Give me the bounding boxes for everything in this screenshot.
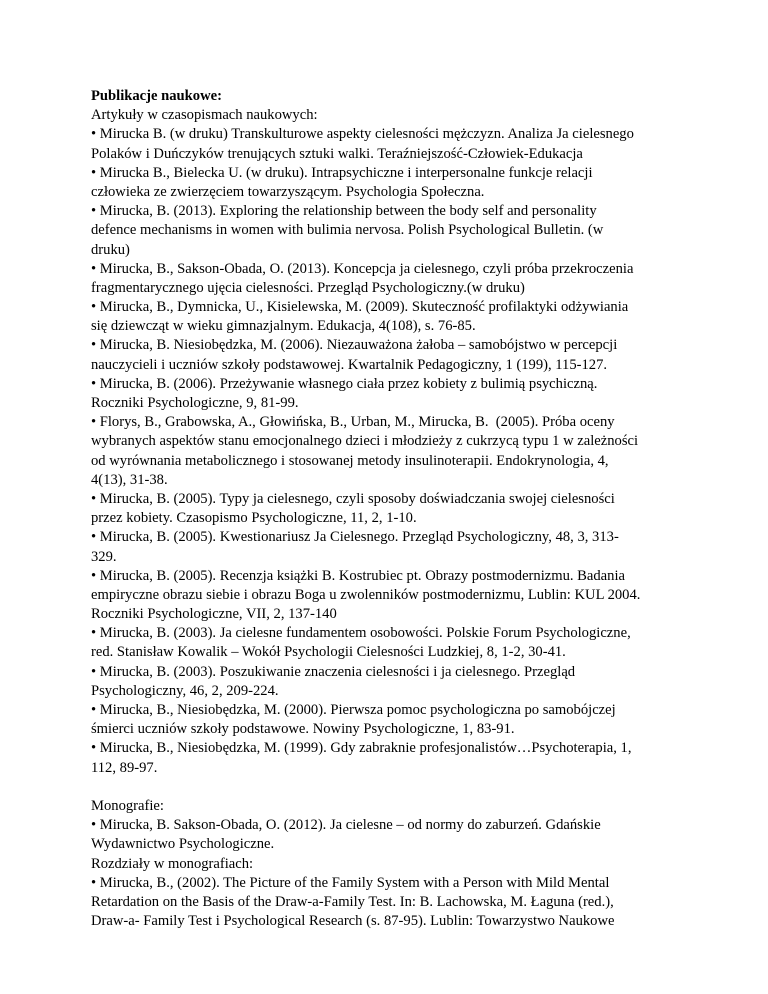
article-citation-line: • Mirucka, B. (2005). Kwestionariusz Ja Cielesnego. Przegląd Psychologiczny, 48, 3, 313-: [91, 529, 619, 546]
article-citation-line: Polaków i Duńczyków trenujących sztuki walki. Teraźniejszość-Człowiek-Edukacja: [91, 145, 583, 162]
article-citation-line: człowieka ze zwierzęciem towarzyszącym. Psychologia Społeczna.: [91, 183, 485, 200]
article-citation-line: śmierci uczniów szkoły podstawowe. Nowiny Psychologiczne, 1, 83-91.: [91, 721, 515, 738]
article-citation-line: od wyrównania metabolicznego i stosowanej metody insulinoterapii. Endokrynologia, 4,: [91, 452, 609, 469]
chapter-citation-line: Draw-a- Family Test i Psychological Research (s. 87-95). Lublin: Towarzystwo Naukowe: [91, 913, 615, 930]
chapters-list: [91, 874, 691, 932]
chapter-citation-line: • Mirucka, B., (2002). The Picture of the Family System with a Person with Mild Mental: [91, 874, 610, 891]
article-citation-line: 329.: [91, 548, 117, 565]
article-citation-line: nauczycieli i uczniów szkoły podstawowej. Kwartalnik Pedagogiczny, 1 (199), 115-127.: [91, 356, 608, 373]
monograph-citation-line: • Mirucka, B. Sakson-Obada, O. (2012). Ja cielesne – od normy do zaburzeń. Gdańskie: [91, 817, 601, 834]
chapter-citation-line: Retardation on the Basis of the Draw-a-Family Test. In: B. Lachowska, M. Łaguna (red.),: [91, 893, 614, 910]
document-body: [91, 87, 691, 931]
article-citation-line: • Mirucka, B. Niesiobędzka, M. (2006). Niezauważona żałoba – samobójstwo w percepcji: [91, 337, 618, 354]
article-citation-line: druku): [91, 241, 130, 258]
article-citation-line: • Mirucka, B., Niesiobędzka, M. (1999). Gdy zabraknie profesjonalistów…Psychoterapia, 1,: [91, 740, 632, 757]
article-citation-line: wybranych aspektów stanu emocjonalnego dzieci i młodzieży z cukrzycą typu 1 w zależności: [91, 433, 639, 450]
monograph-citation-line: Wydawnictwo Psychologiczne.: [91, 836, 275, 853]
article-citation-line: przez kobiety. Czasopismo Psychologiczne, 11, 2, 1-10.: [91, 510, 417, 527]
articles-list: [91, 125, 691, 777]
article-citation-line: Roczniki Psychologiczne, 9, 81-99.: [91, 395, 299, 411]
article-citation-line: • Mirucka B. (w druku) Transkulturowe aspekty cielesności mężczyzn. Analiza Ja cielesnego: [91, 126, 634, 143]
article-citation-line: • Mirucka B., Bielecka U. (w druku). Intrapsychiczne i interpersonalne funkcje relacji: [91, 164, 593, 181]
article-citation-line: red. Stanisław Kowalik – Wokół Psychologii Cielesności Ludzkiej, 8, 1-2, 30-41.: [91, 644, 566, 661]
monographs-section-label: Monografie:: [91, 797, 164, 814]
section-spacer: [91, 778, 691, 797]
article-citation-line: empiryczne obrazu siebie i obrazu Boga u zwolenników postmodernizmu, Lublin: KUL 2004.: [91, 586, 641, 603]
article-citation-line: • Mirucka, B. (2003). Poszukiwanie znaczenia cielesności i ja cielesnego. Przegląd: [91, 663, 576, 680]
article-citation-line: Roczniki Psychologiczne, VII, 2, 137-140: [91, 606, 337, 623]
monographs-list: [91, 816, 691, 854]
article-citation-line: • Mirucka, B. (2006). Przeżywanie własnego ciała przez kobiety z bulimią psychiczną.: [91, 375, 598, 392]
article-citation-line: fragmentarycznego ujęcia cielesności. Przegląd Psychologiczny.(w druku): [91, 279, 525, 296]
article-citation-line: 112, 89-97.: [91, 759, 158, 776]
chapters-section-label: Rozdziały w monografiach:: [91, 855, 254, 872]
article-citation-line: defence mechanisms in women with bulimia nervosa. Polish Psychological Bulletin. (w: [91, 222, 604, 239]
publications-heading: Publikacje naukowe:: [91, 88, 222, 104]
article-citation-line: się dziewcząt w wieku gimnazjalnym. Edukacja, 4(108), s. 76-85.: [91, 318, 476, 335]
article-citation-line: • Mirucka, B. (2013). Exploring the relationship between the body self and personality: [91, 203, 597, 220]
articles-section-label: Artykuły w czasopismach naukowych:: [91, 107, 318, 124]
article-citation-line: • Mirucka, B. (2005). Typy ja cielesnego, czyli sposoby doświadczania swojej cielesności: [91, 490, 615, 507]
article-citation-line: • Mirucka, B., Sakson-Obada, O. (2013). Koncepcja ja cielesnego, czyli próba przekroczenia: [91, 260, 634, 277]
article-citation-line: 4(13), 31-38.: [91, 471, 168, 488]
article-citation-line: • Mirucka, B., Dymnicka, U., Kisielewska, M. (2009). Skuteczność profilaktyki odżywiania: [91, 299, 629, 316]
article-citation-line: • Florys, B., Grabowska, A., Głowińska, B., Urban, M., Mirucka, B. (2005). Próba oceny: [91, 414, 615, 431]
article-citation-line: • Mirucka, B., Niesiobędzka, M. (2000). Pierwsza pomoc psychologiczna po samobójczej: [91, 702, 616, 718]
article-citation-line: Psychologiczny, 46, 2, 209-224.: [91, 682, 279, 699]
article-citation-line: • Mirucka, B. (2003). Ja cielesne fundamentem osobowości. Polskie Forum Psychologiczne,: [91, 625, 631, 642]
article-citation-line: • Mirucka, B. (2005). Recenzja książki B. Kostrubiec pt. Obrazy postmodernizmu. Badania: [91, 567, 625, 584]
